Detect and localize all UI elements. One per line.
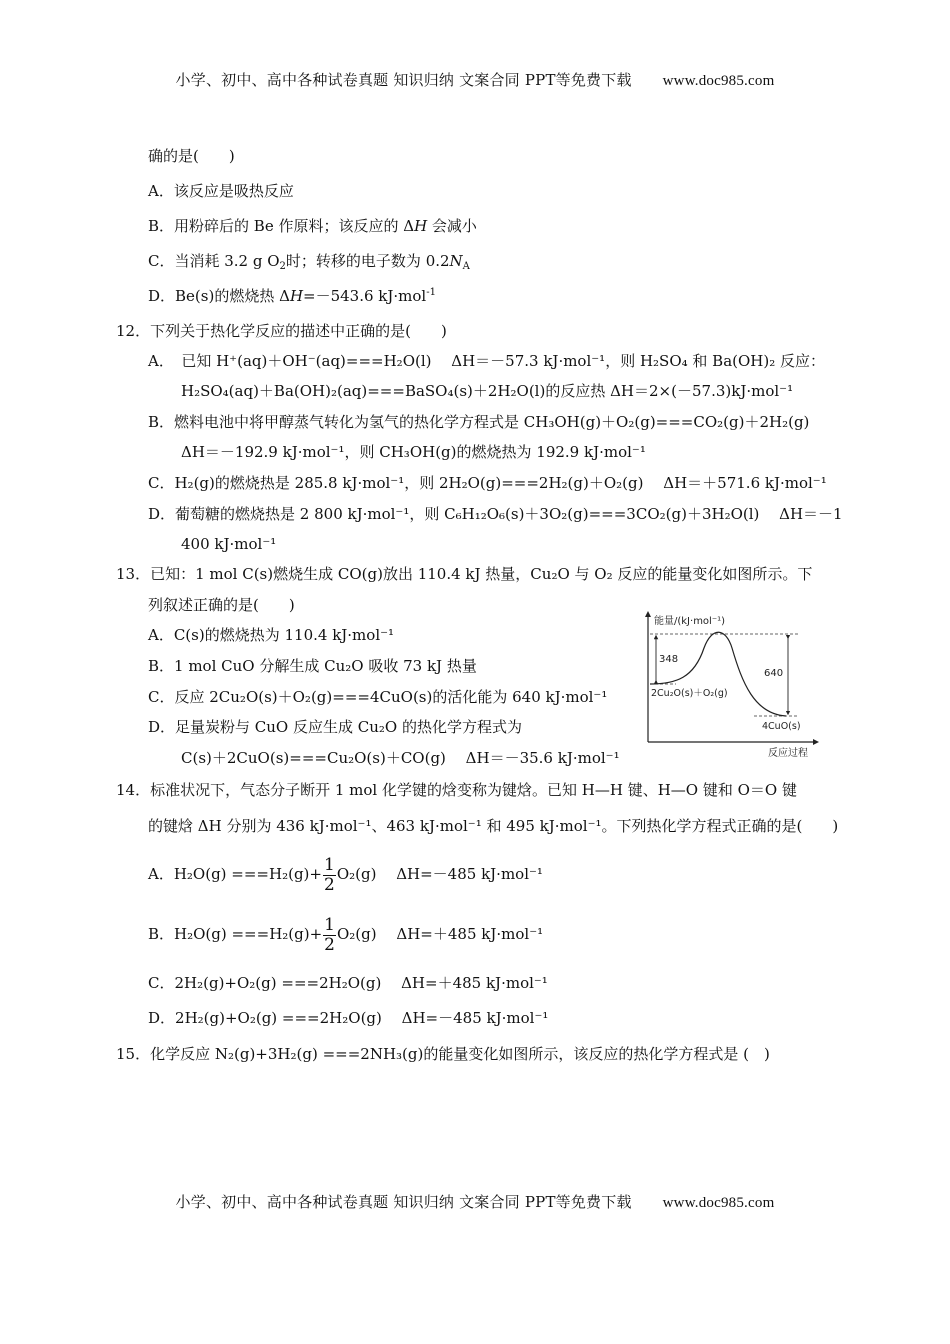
q14-option-c: C．2H₂(g)+O₂(g) ===2H₂O(g) ΔH=＋485 kJ·mol⁻¹ [148,974,548,992]
q12-option-d-line2: 400 kJ·mol⁻¹ [181,535,277,553]
q12-stem: 12．下列关于热化学反应的描述中正确的是( ) [116,322,447,340]
q11-option-c: C．当消耗 3.2 g $O_2$时；转移的电子数为 $0.2N_A$ [148,252,470,272]
q11-option-d: D．Be(s)的燃烧热 ΔH=－543.6 kJ·mol$^{-1}$ [148,287,436,305]
q14-number: 14． [116,781,151,799]
q14-option-b: B．H₂O(g) ===H₂(g)+ $\frac{1}{2}$ O₂(g) ΔH=＋485 kJ·mol⁻¹ [148,914,544,955]
q13-option-d-line1: D．足量炭粉与 CuO 反应生成 Cu₂O 的热化学方程式为 [148,718,522,736]
q11-stem-tail: 确的是( ) [148,147,235,165]
fraction-one-half: $\frac{1}{2}$ [323,854,335,895]
q13-stem-line2: 列叙述正确的是( ) [148,596,295,614]
product-label: 4CuO(s) [762,721,801,732]
q14-stem-line1: 14．标准状况下，气态分子断开 1 mol 化学键的焓变称为键焓。已知 H—H 键、H—O 键和 O＝O 键 [116,781,797,799]
reactant-label: 2Cu₂O(s)＋O₂(g) [651,688,728,699]
q13-option-b: B．1 mol CuO 分解生成 Cu₂O 吸收 73 kJ 热量 [148,657,477,675]
footer-url[interactable]: www.doc985.com [662,1195,775,1211]
q15-stem: 15．化学反应 N₂(g)+3H₂(g) ===2NH₃(g)的能量变化如图所示，该反应的热化学方程式是 ( ) [116,1045,770,1063]
header-url[interactable]: www.doc985.com [662,73,775,89]
footer-text: 小学、初中、高中各种试卷真题 知识归纳 文案合同 PPT等免费下载 [175,1193,632,1211]
energy-diagram [636,604,826,760]
q12-option-b-line2: ΔH＝－192.9 kJ·mol⁻¹，则 CH₃OH(g)的燃烧热为 192.9 kJ·mol⁻¹ [181,443,646,461]
q12-number: 12． [116,322,151,340]
q13-option-c: C．反应 2Cu₂O(s)＋O₂(g)===4CuO(s)的活化能为 640 kJ·mol⁻¹ [148,688,608,706]
q11-option-a: A．该反应是吸热反应 [148,182,294,200]
q13-option-d-line2: C(s)＋2CuO(s)===Cu₂O(s)＋CO(g) ΔH＝－35.6 kJ·mol⁻¹ [181,749,620,767]
y-axis-label: 能量/(kJ·mol⁻¹) [654,616,726,627]
q12-option-c: C．H₂(g)的燃烧热是 285.8 kJ·mol⁻¹，则 2H₂O(g)===2H₂(g)＋O₂(g) ΔH＝＋571.6 kJ·mol⁻¹ [148,474,827,492]
q12-option-a-line2: H₂SO₄(aq)＋Ba(OH)₂(aq)===BaSO₄(s)＋2H₂O(l)的反应热 ΔH＝2×(－57.3)kJ·mol⁻¹ [181,382,794,400]
label-348: 348 [659,654,679,665]
q13-option-a: A．C(s)的燃烧热为 110.4 kJ·mol⁻¹ [148,626,395,644]
q12-option-d-line1: D．葡萄糖的燃烧热是 2 800 kJ·mol⁻¹，则 C₆H₁₂O₆(s)＋3O₂(g)===3CO₂(g)＋3H₂O(l) ΔH＝－1 [148,505,843,523]
q13-number: 13． [116,565,151,583]
q12-option-b-line1: B．燃料电池中将甲醇蒸气转化为氢气的热化学方程式是 CH₃OH(g)＋O₂(g)===CO₂(g)＋2H₂(g) [148,413,810,431]
q13-stem-line1: 13．已知：1 mol C(s)燃烧生成 CO(g)放出 110.4 kJ 热量，Cu₂O 与 O₂ 反应的能量变化如图所示。下 [116,565,813,583]
q15-number: 15． [116,1045,151,1063]
q11-option-b: B．用粉碎后的 Be 作原料；该反应的 ΔH 会减小 [148,217,477,235]
q12-option-a-line1: A． 已知 H⁺(aq)＋OH⁻(aq)===H₂O(l) ΔH＝－57.3 kJ·mol⁻¹，则 H₂SO₄ 和 Ba(OH)₂ 反应： [148,352,826,370]
label-640: 640 [764,668,784,679]
fraction-one-half: $\frac{1}{2}$ [324,914,335,955]
q14-stem-line2: 的键焓 ΔH 分别为 436 kJ·mol⁻¹、463 kJ·mol⁻¹ 和 495 kJ·mol⁻¹。下列热化学方程式正确的是( ) [148,817,839,835]
q14-option-a: A．H₂O(g) ===H₂(g)+ $\frac{1}{2}$ O₂(g) ΔH=－485 kJ·mol⁻¹ [148,854,543,895]
header-text: 小学、初中、高中各种试卷真题 知识归纳 文案合同 PPT等免费下载 [175,71,632,89]
q14-option-d: D．2H₂(g)+O₂(g) ===2H₂O(g) ΔH=－485 kJ·mol⁻¹ [148,1009,549,1027]
page-footer [0,1191,950,1212]
x-axis-label: 反应过程 [768,748,808,759]
